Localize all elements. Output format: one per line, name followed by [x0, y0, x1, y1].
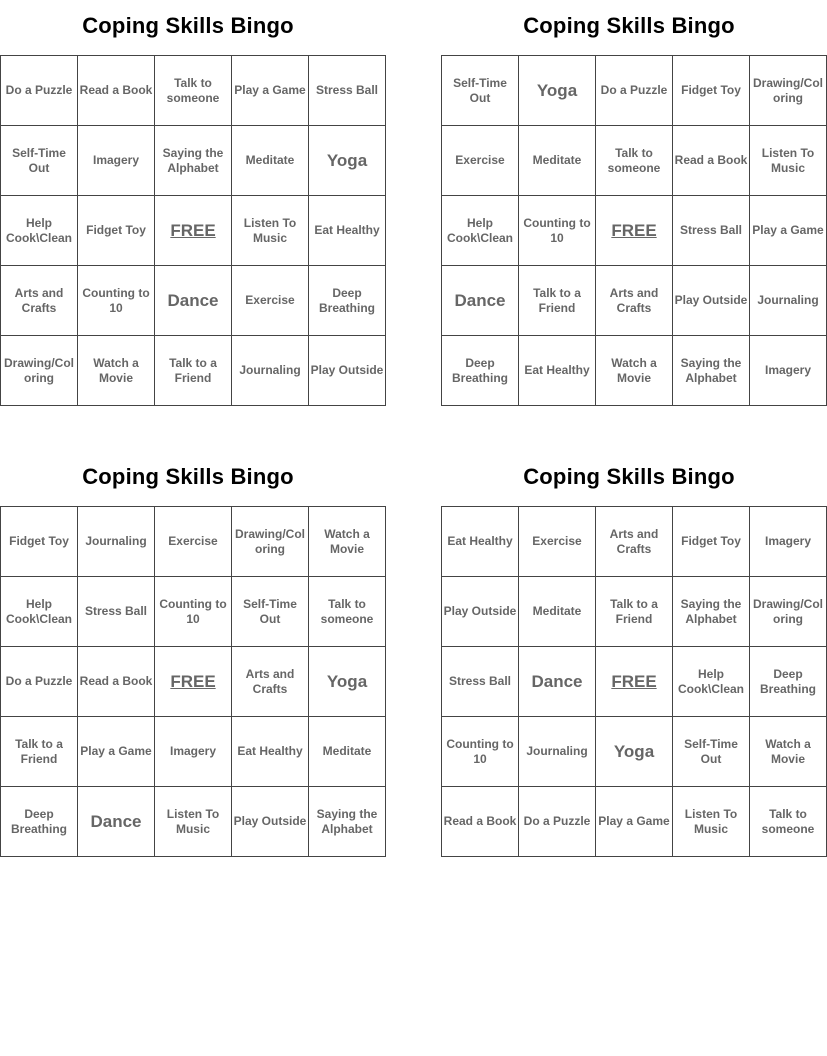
- bingo-cell: Deep Breathing: [1, 787, 78, 857]
- bingo-cell: Stress Ball: [309, 56, 386, 126]
- grid-row: [442, 787, 827, 857]
- bingo-cell: Watch a Movie: [596, 336, 673, 406]
- bingo-cell: Journaling: [750, 266, 827, 336]
- bingo-cell: Talk to someone: [155, 56, 232, 126]
- bingo-cell: Read a Book: [673, 126, 750, 196]
- bingo-cell: Journaling: [519, 717, 596, 787]
- bingo-cell: Meditate: [309, 717, 386, 787]
- bingo-cell: Fidget Toy: [673, 507, 750, 577]
- bingo-cell: Deep Breathing: [442, 336, 519, 406]
- bingo-cell: Yoga: [309, 126, 386, 196]
- bingo-cell: Talk to a Friend: [596, 577, 673, 647]
- bingo-cell: Self-Time Out: [1, 126, 78, 196]
- card-title: Coping Skills Bingo: [82, 464, 294, 489]
- bingo-cell: Stress Ball: [78, 577, 155, 647]
- bingo-cell: Arts and Crafts: [1, 266, 78, 336]
- bingo-cell: Help Cook\Clean: [1, 196, 78, 266]
- bingo-cell: Saying the Alphabet: [155, 126, 232, 196]
- bingo-cell: Exercise: [442, 126, 519, 196]
- bingo-cell: Yoga: [596, 717, 673, 787]
- bingo-grid: [0, 55, 386, 406]
- bingo-cell: Play Outside: [309, 336, 386, 406]
- bingo-cell: Drawing/Coloring: [1, 336, 78, 406]
- bingo-cell: Do a Puzzle: [1, 56, 78, 126]
- bingo-cell: Imagery: [750, 336, 827, 406]
- bingo-cell: Play a Game: [596, 787, 673, 857]
- grid-row: [1, 56, 386, 126]
- bingo-cell: Deep Breathing: [750, 647, 827, 717]
- bingo-grid: [441, 506, 827, 857]
- bingo-cell: Read a Book: [78, 647, 155, 717]
- bingo-cell: Counting to 10: [155, 577, 232, 647]
- bingo-cell: Drawing/Coloring: [232, 507, 309, 577]
- bingo-cell: Play a Game: [232, 56, 309, 126]
- bingo-cell: Exercise: [155, 507, 232, 577]
- bingo-cell: Listen To Music: [673, 787, 750, 857]
- bingo-cell: Talk to a Friend: [1, 717, 78, 787]
- bingo-cell: Play a Game: [78, 717, 155, 787]
- card-title: Coping Skills Bingo: [523, 464, 735, 489]
- bingo-cell: Saying the Alphabet: [309, 787, 386, 857]
- bingo-cell: Do a Puzzle: [1, 647, 78, 717]
- grid-row: [442, 336, 827, 406]
- bingo-cell: Arts and Crafts: [596, 266, 673, 336]
- bingo-grid: [441, 55, 827, 406]
- bingo-cell: Arts and Crafts: [232, 647, 309, 717]
- bingo-cell: Talk to someone: [309, 577, 386, 647]
- bingo-cell: Fidget Toy: [78, 196, 155, 266]
- free-space-cell: FREE: [155, 196, 232, 266]
- bingo-cell: Help Cook\Clean: [1, 577, 78, 647]
- grid-row: [442, 507, 827, 577]
- grid-row: [1, 196, 386, 266]
- grid-row: [442, 717, 827, 787]
- bingo-cell: Eat Healthy: [309, 196, 386, 266]
- grid-row: [442, 577, 827, 647]
- bingo-cell: Do a Puzzle: [596, 56, 673, 126]
- bingo-cell: Yoga: [309, 647, 386, 717]
- bingo-cell: Meditate: [519, 126, 596, 196]
- grid-row: [1, 507, 386, 577]
- grid-row: [1, 787, 386, 857]
- bingo-cell: Watch a Movie: [309, 507, 386, 577]
- bingo-cell: Exercise: [232, 266, 309, 336]
- bingo-cell: Read a Book: [442, 787, 519, 857]
- bingo-cell: Dance: [519, 647, 596, 717]
- bingo-cell: Eat Healthy: [232, 717, 309, 787]
- bingo-cell: Self-Time Out: [232, 577, 309, 647]
- bingo-cell: Play Outside: [673, 266, 750, 336]
- bingo-cell: Eat Healthy: [519, 336, 596, 406]
- bingo-cell: Dance: [155, 266, 232, 336]
- bingo-cell: Journaling: [78, 507, 155, 577]
- bingo-cell: Drawing/Coloring: [750, 577, 827, 647]
- grid-row: [442, 126, 827, 196]
- bingo-cell: Imagery: [155, 717, 232, 787]
- bingo-cell: Imagery: [750, 507, 827, 577]
- bingo-cell: Stress Ball: [442, 647, 519, 717]
- bingo-cell: Listen To Music: [232, 196, 309, 266]
- bingo-cell: Read a Book: [78, 56, 155, 126]
- grid-row: [1, 126, 386, 196]
- bingo-cell: Play Outside: [442, 577, 519, 647]
- bingo-cell: Yoga: [519, 56, 596, 126]
- bingo-cell: Help Cook\Clean: [673, 647, 750, 717]
- bingo-cell: Counting to 10: [519, 196, 596, 266]
- bingo-cell: Drawing/Coloring: [750, 56, 827, 126]
- bingo-cell: Do a Puzzle: [519, 787, 596, 857]
- bingo-cell: Meditate: [519, 577, 596, 647]
- bingo-cell: Imagery: [78, 126, 155, 196]
- bingo-cell: Talk to someone: [750, 787, 827, 857]
- bingo-cell: Fidget Toy: [1, 507, 78, 577]
- bingo-cell: Dance: [442, 266, 519, 336]
- grid-row: [442, 56, 827, 126]
- bingo-cell: Meditate: [232, 126, 309, 196]
- grid-row: [1, 717, 386, 787]
- bingo-cell: Listen To Music: [750, 126, 827, 196]
- free-space-cell: FREE: [155, 647, 232, 717]
- bingo-cell: Help Cook\Clean: [442, 196, 519, 266]
- bingo-cell: Self-Time Out: [442, 56, 519, 126]
- bingo-cell: Exercise: [519, 507, 596, 577]
- bingo-grid: [0, 506, 386, 857]
- bingo-cell: Arts and Crafts: [596, 507, 673, 577]
- bingo-cell: Deep Breathing: [309, 266, 386, 336]
- bingo-cell: Talk to someone: [596, 126, 673, 196]
- grid-row: [1, 577, 386, 647]
- bingo-cell: Counting to 10: [78, 266, 155, 336]
- grid-row: [1, 266, 386, 336]
- bingo-cell: Saying the Alphabet: [673, 577, 750, 647]
- bingo-cell: Counting to 10: [442, 717, 519, 787]
- bingo-cell: Saying the Alphabet: [673, 336, 750, 406]
- grid-row: [1, 336, 386, 406]
- bingo-cell: Dance: [78, 787, 155, 857]
- bingo-cell: Play Outside: [232, 787, 309, 857]
- grid-row: [442, 196, 827, 266]
- grid-row: [442, 647, 827, 717]
- bingo-cell: Self-Time Out: [673, 717, 750, 787]
- bingo-cell: Play a Game: [750, 196, 827, 266]
- bingo-cell: Eat Healthy: [442, 507, 519, 577]
- bingo-cell: Talk to a Friend: [155, 336, 232, 406]
- bingo-cell: Listen To Music: [155, 787, 232, 857]
- free-space-cell: FREE: [596, 647, 673, 717]
- bingo-cell: Watch a Movie: [78, 336, 155, 406]
- grid-row: [442, 266, 827, 336]
- bingo-cell: Fidget Toy: [673, 56, 750, 126]
- bingo-cell: Watch a Movie: [750, 717, 827, 787]
- card-title: Coping Skills Bingo: [523, 13, 735, 38]
- free-space-cell: FREE: [596, 196, 673, 266]
- bingo-cell: Stress Ball: [673, 196, 750, 266]
- card-title: Coping Skills Bingo: [82, 13, 294, 38]
- grid-row: [1, 647, 386, 717]
- bingo-cell: Talk to a Friend: [519, 266, 596, 336]
- bingo-cell: Journaling: [232, 336, 309, 406]
